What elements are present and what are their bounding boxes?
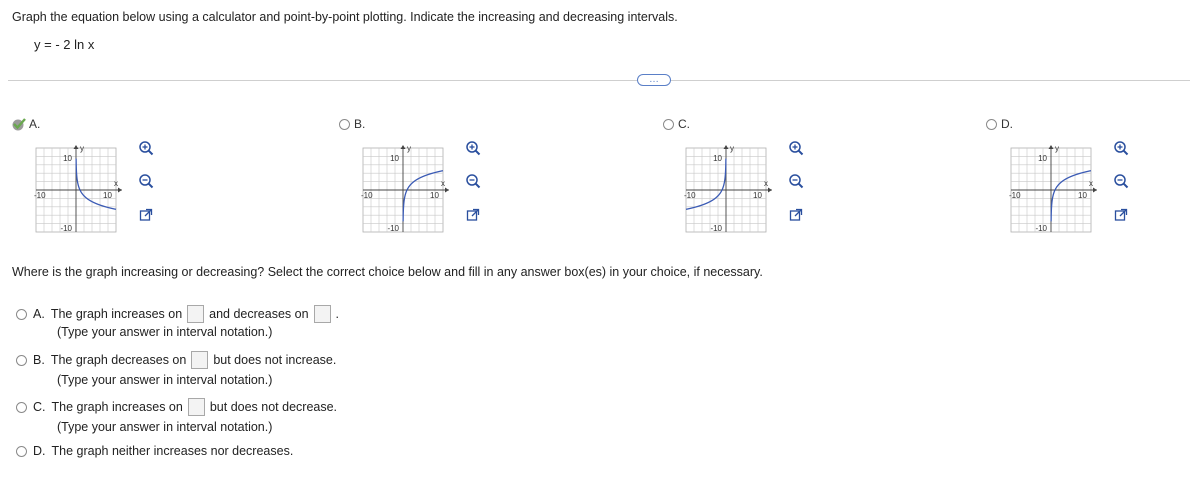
zoom-out-icon[interactable] — [1113, 173, 1129, 189]
y-axis-label: y — [730, 144, 734, 153]
x-axis-arrow — [768, 188, 772, 193]
y-bottom-label: -10 — [60, 224, 72, 233]
check-icon — [12, 117, 26, 131]
answer-a[interactable] — [16, 305, 339, 323]
answer-a-radio[interactable] — [16, 309, 27, 320]
more-button[interactable]: … — [637, 74, 671, 86]
answer-c-radio[interactable] — [16, 402, 27, 413]
answer-a-text3: . — [335, 307, 340, 321]
answer-a-text2: and decreases on — [209, 307, 309, 321]
y-axis-label: y — [407, 144, 411, 153]
answer-d-letter: D. — [33, 444, 46, 458]
zoom-in-icon[interactable] — [1113, 140, 1129, 156]
graph-option-a-label: A. — [29, 117, 41, 131]
answer-a-increase-input[interactable] — [187, 305, 204, 323]
answer-d-text1: The graph neither increases nor decreases. — [51, 444, 294, 458]
answer-b-letter: B. — [33, 353, 45, 367]
x-axis-label: x — [764, 179, 768, 188]
equation: y = - 2 ln x — [34, 37, 95, 52]
external-link-icon[interactable] — [1113, 207, 1129, 223]
x-axis-label: x — [441, 179, 445, 188]
x-axis-arrow — [445, 188, 449, 193]
answer-c-hint: (Type your answer in interval notation.) — [57, 420, 273, 434]
zoom-out-icon[interactable] — [138, 173, 154, 189]
graph-option-b[interactable] — [339, 117, 365, 131]
graph-option-c[interactable] — [663, 117, 690, 131]
answer-b-text1: The graph decreases on — [50, 353, 187, 367]
answer-b-text2: but does not increase. — [213, 353, 337, 367]
y-top-label: 10 — [63, 154, 72, 163]
x-right-label: 10 — [753, 191, 762, 200]
x-left-label: -10 — [684, 191, 696, 200]
answer-c-increase-input[interactable] — [188, 398, 205, 416]
answer-a-text1: The graph increases on — [50, 307, 183, 321]
graph-option-d-label: D. — [1001, 117, 1013, 131]
x-left-label: -10 — [1009, 191, 1021, 200]
external-link-icon[interactable] — [465, 207, 481, 223]
graph-option-c-label: C. — [678, 117, 690, 131]
y-axis-arrow — [401, 145, 406, 149]
divider — [8, 80, 1190, 81]
y-top-label: 10 — [713, 154, 722, 163]
y-axis-arrow — [1049, 145, 1054, 149]
graph-c — [682, 144, 776, 238]
y-top-label: 10 — [1038, 154, 1047, 163]
answer-b-hint: (Type your answer in interval notation.) — [57, 373, 273, 387]
sub-question-text: Where is the graph increasing or decreasing? Select the correct choice below and fill in any answer box(es) in your choice, if necessary. — [12, 265, 763, 279]
zoom-in-icon[interactable] — [138, 140, 154, 156]
graph-option-c-radio[interactable] — [663, 119, 674, 130]
answer-a-letter: A. — [33, 307, 45, 321]
x-right-label: 10 — [103, 191, 112, 200]
answer-c-text1: The graph increases on — [51, 400, 183, 414]
answer-b-radio[interactable] — [16, 355, 27, 366]
graph-option-a[interactable] — [12, 117, 40, 131]
answer-c[interactable] — [16, 398, 337, 416]
external-link-icon[interactable] — [138, 207, 154, 223]
x-axis-arrow — [118, 188, 122, 193]
y-top-label: 10 — [390, 154, 399, 163]
answer-c-text2: but does not decrease. — [209, 400, 338, 414]
x-right-label: 10 — [1078, 191, 1087, 200]
y-axis-arrow — [74, 145, 79, 149]
graph-option-d[interactable] — [986, 117, 1013, 131]
y-axis-label: y — [1055, 144, 1059, 153]
answer-a-hint: (Type your answer in interval notation.) — [57, 325, 273, 339]
x-right-label: 10 — [430, 191, 439, 200]
y-bottom-label: -10 — [1035, 224, 1047, 233]
x-axis-label: x — [1089, 179, 1093, 188]
y-axis-arrow — [724, 145, 729, 149]
y-bottom-label: -10 — [387, 224, 399, 233]
graph-option-b-label: B. — [354, 117, 366, 131]
zoom-in-icon[interactable] — [465, 140, 481, 156]
graph-option-d-radio[interactable] — [986, 119, 997, 130]
zoom-out-icon[interactable] — [465, 173, 481, 189]
graph-option-b-radio[interactable] — [339, 119, 350, 130]
answer-d[interactable] — [16, 444, 293, 458]
y-axis-label: y — [80, 144, 84, 153]
graph-a — [32, 144, 126, 238]
zoom-out-icon[interactable] — [788, 173, 804, 189]
answer-b-decrease-input[interactable] — [191, 351, 208, 369]
x-left-label: -10 — [34, 191, 46, 200]
question-text: Graph the equation below using a calculator and point-by-point plotting. Indicate the increasing and decreasing intervals. — [12, 10, 678, 24]
x-axis-arrow — [1093, 188, 1097, 193]
x-axis-label: x — [114, 179, 118, 188]
x-left-label: -10 — [361, 191, 373, 200]
zoom-in-icon[interactable] — [788, 140, 804, 156]
graph-d — [1007, 144, 1101, 238]
answer-c-letter: C. — [33, 400, 46, 414]
external-link-icon[interactable] — [788, 207, 804, 223]
answer-d-radio[interactable] — [16, 446, 27, 457]
graph-b — [359, 144, 453, 238]
y-bottom-label: -10 — [710, 224, 722, 233]
answer-a-decrease-input[interactable] — [314, 305, 331, 323]
answer-b[interactable] — [16, 351, 336, 369]
